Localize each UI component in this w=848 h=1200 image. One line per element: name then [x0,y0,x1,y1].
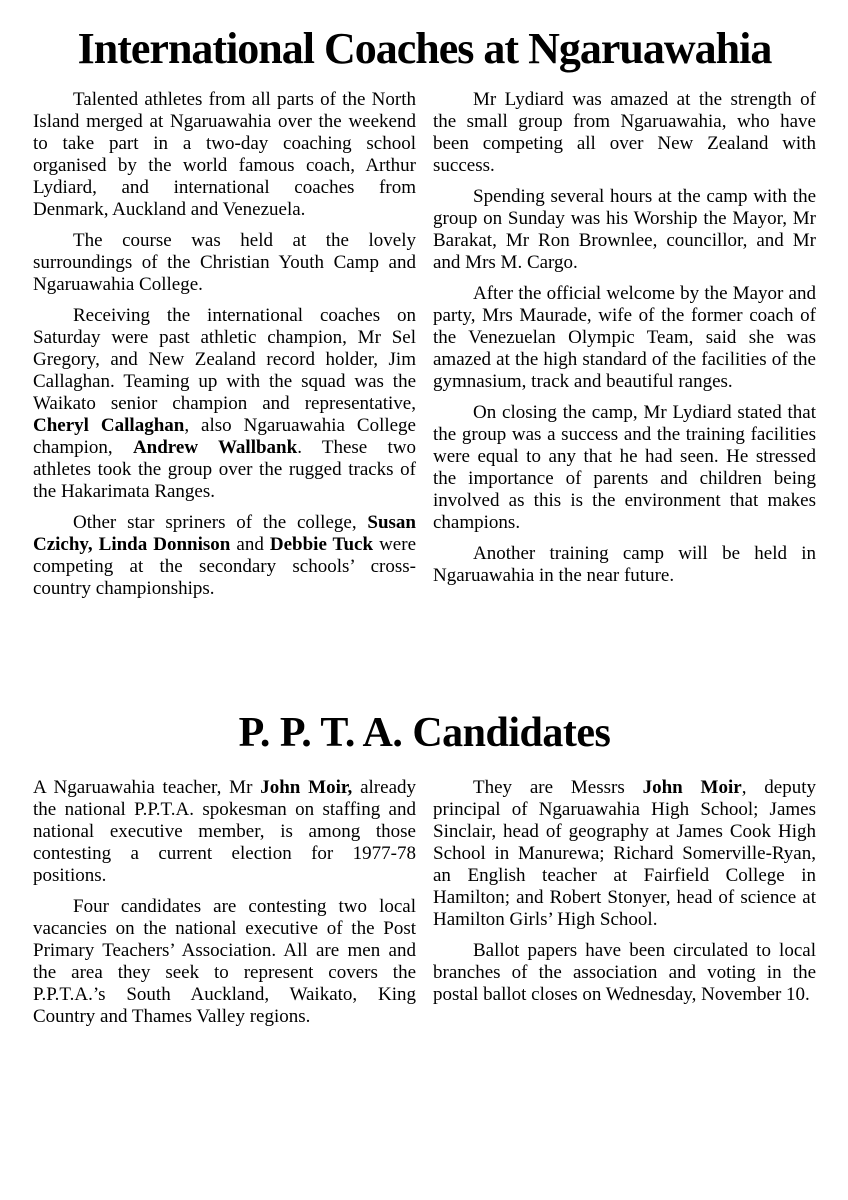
text-segment: They are Messrs [473,777,643,799]
article-2-columns [33,777,816,1028]
paragraph [433,940,816,1006]
paragraph [433,89,816,177]
text-segment: After the official welcome by the Mayor and party, Mrs Maurade, wife of the former coach of the Venezuelan Olympic Team, said she was amazed at the high standard of the facilities of the gymnasium, track and beautiful ranges. [433,283,816,393]
paragraph [433,402,816,534]
paragraph [33,512,416,600]
bold-text-segment: Cheryl Callaghan [33,415,185,437]
article-2-column-left [33,777,416,1028]
bold-text-segment: Susan Czichy, Linda Donnison [33,512,416,556]
text-segment: Spending several hours at the camp with the group on Sunday was his Worship the Mayor, Mr Barakat, Mr Ron Brownlee, councillor, and Mr and Mrs M. Cargo. [433,186,816,274]
paragraph [33,896,416,1028]
article-1-column-right [433,89,816,600]
bold-text-segment: John Moir [642,777,742,799]
text-segment: The course was held at the lovely surroundings of the Christian Youth Camp and Ngaruawahia College. [33,230,416,296]
bold-text-segment: Debbie Tuck [269,534,374,556]
paragraph [433,777,816,931]
paragraph [33,305,416,503]
text-segment: Ballot papers have been circulated to local branches of the association and voting in the postal ballot closes on Wednesday, November 10. [433,940,816,1006]
paragraph [33,777,416,887]
article-2-column-right [433,777,816,1028]
text-segment: A Ngaruawahia teacher, Mr [33,777,261,799]
text-segment: , deputy principal of Ngaruawahia High School; James Sinclair, head of geography at James Cook High School in Manurewa; Richard Somerville-Ryan, an English teacher at Fairfield College in Hamilton; and Robert Stonyer, head of science at Hamilton Girls’ High School. [433,777,816,931]
bold-text-segment: John Moir, [260,777,353,799]
paragraph [433,186,816,274]
paragraph [433,283,816,393]
text-segment: Mr Lydiard was amazed at the strength of the small group from Ngaruawahia, who have been competing all over New Zealand with success. [433,89,816,177]
paragraph [33,230,416,296]
text-segment: were competing at the secondary schools’ cross-country championships. [33,534,417,600]
text-segment: On closing the camp, Mr Lydiard stated that the group was a success and the training facilities were equal to any that he had seen. He stressed the importance of parents and children being involved as this is the environment that makes champions. [433,402,816,534]
article-title-ppta-candidates: P. P. T. A. Candidates [238,710,611,757]
text-segment: Other star spriners of the college, [73,512,368,534]
text-segment: already the national P.P.T.A. spokesman on staffing and national executive member, is among those contesting a current election for 1977-78 positions. [33,777,416,887]
text-segment: , also Ngaruawahia College champion, [33,415,416,459]
article-1-column-left [33,89,416,600]
bold-text-segment: Andrew Wallbank [132,437,298,459]
paragraph [33,89,416,221]
paragraph [433,543,816,587]
article-title-international-coaches: International Coaches at Ngaruawahia [77,24,772,73]
text-segment: and [230,534,270,556]
article-international-coaches [33,24,816,600]
text-segment: Four candidates are contesting two local vacancies on the national executive of the Post Primary Teachers’ Association. All are men and the area they seek to represent covers the P.P.T.A.’s South Auckland, Waikato, King Country and Thames Valley regions. [33,896,416,1028]
article-1-columns [33,89,816,600]
text-segment: . These two athletes took the group over the rugged tracks of the Hakarimata Ranges. [33,437,416,503]
article-ppta-candidates [33,710,816,1028]
text-segment: Receiving the international coaches on Saturday were past athletic champion, Mr Sel Gregory, and New Zealand record holder, Jim Callaghan. Teaming up with the squad was the Waikato senior champion and representative, [33,305,416,415]
text-segment: Another training camp will be held in Ngaruawahia in the near future. [433,543,816,587]
text-segment: Talented athletes from all parts of the North Island merged at Ngaruawahia over the weekend to take part in a two-day coaching school organised by the world famous coach, Arthur Lydiard, and international coaches from Denmark, Auckland and Venezuela. [33,89,416,221]
